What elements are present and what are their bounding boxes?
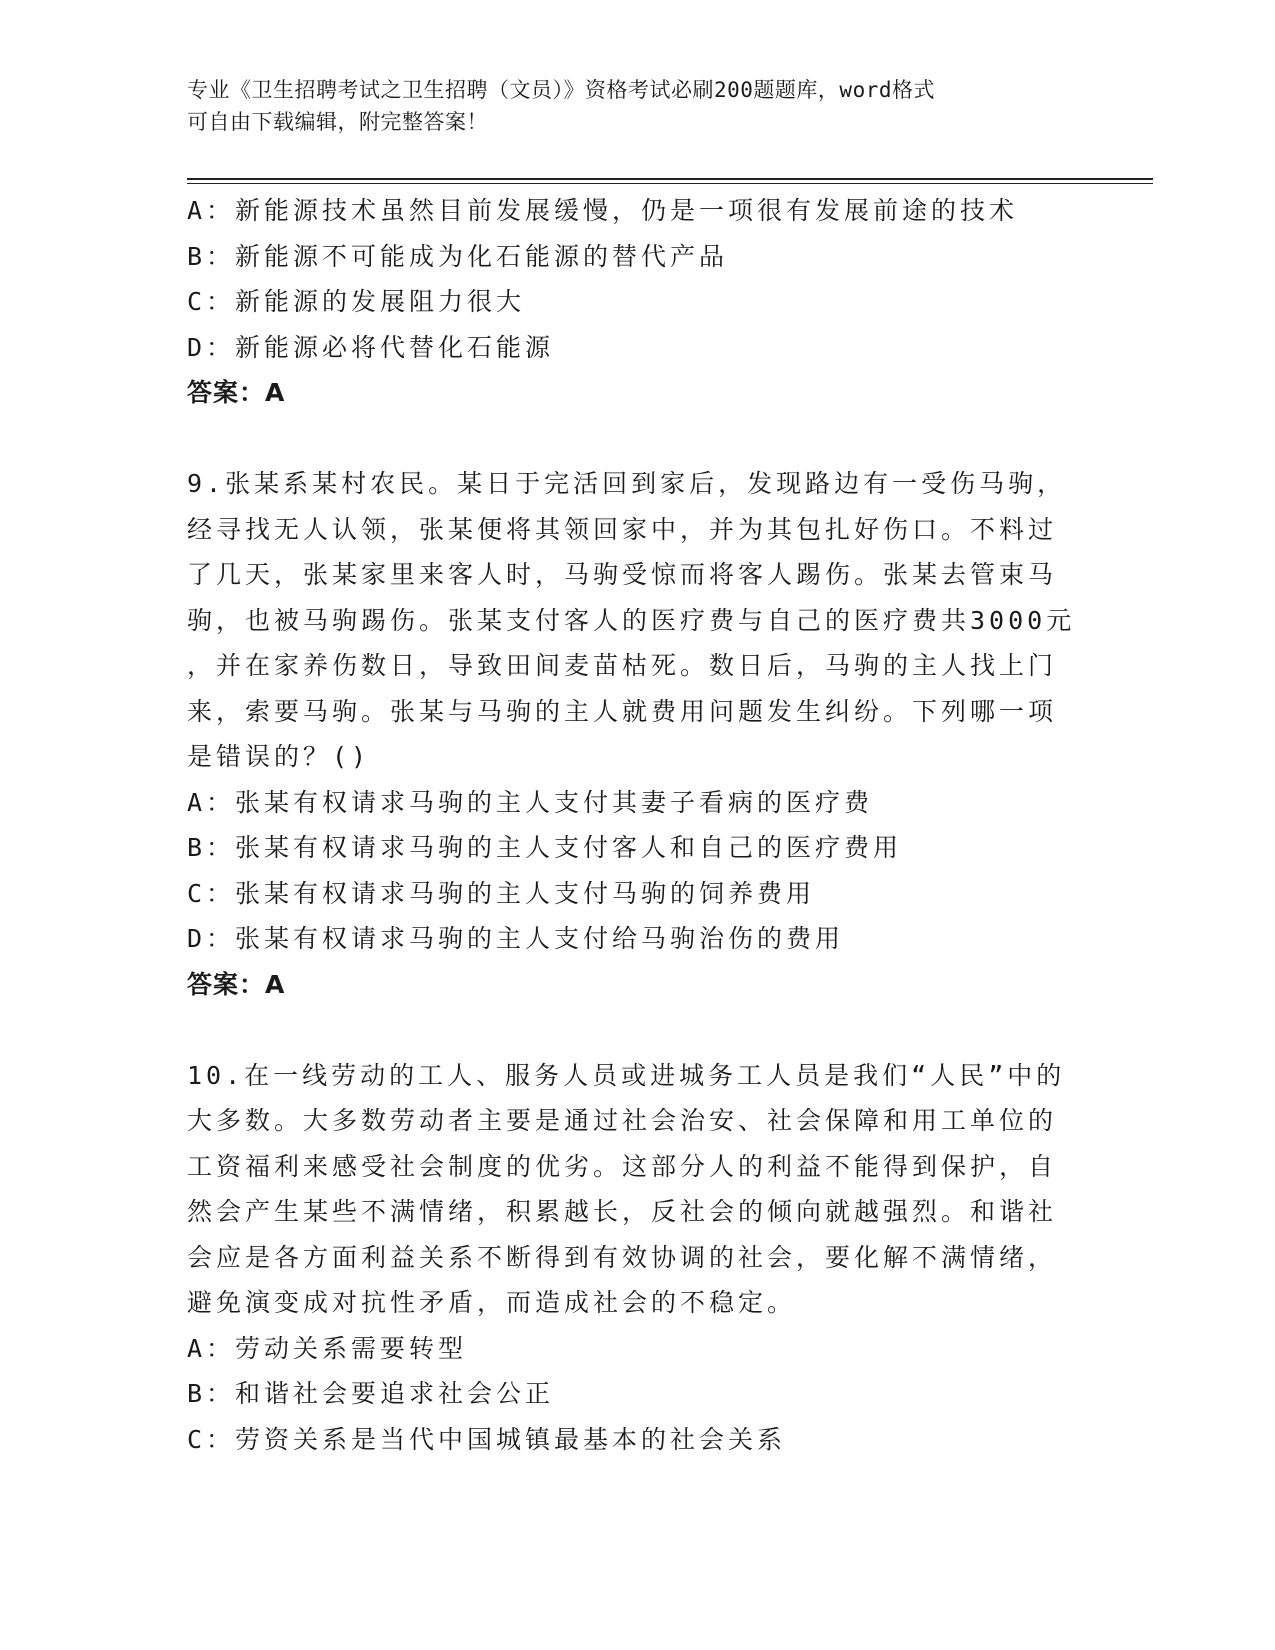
answer: 答案：A xyxy=(187,378,286,407)
option-c: C：新能源的发展阻力很大 xyxy=(187,287,526,316)
question-10 xyxy=(187,1053,1087,1463)
page-header xyxy=(187,74,1067,138)
question-stem-line: 来，索要马驹。张某与马驹的主人就费用问题发生纠纷。下列哪一项 xyxy=(187,696,1058,726)
question-stem-line: 工资福利来感受社会制度的优劣。这部分人的利益不能得到保护，自 xyxy=(187,1151,1058,1181)
option-d: D：张某有权请求马驹的主人支付给马驹治伤的费用 xyxy=(187,924,845,953)
question-stem-line: 是错误的？() xyxy=(187,742,371,771)
document-body xyxy=(187,188,1087,1462)
answer: 答案：A xyxy=(187,969,286,999)
option-b: B：新能源不可能成为化石能源的替代产品 xyxy=(187,241,729,271)
question-stem-line: 9.张某系某村农民。某日于完活回到家后，发现路边有一受伤马驹， xyxy=(187,469,1067,498)
option-c: C：劳资关系是当代中国城镇最基本的社会关系 xyxy=(187,1424,787,1454)
previous-question xyxy=(187,188,1087,416)
option-a: A：张某有权请求马驹的主人支付其妻子看病的医疗费 xyxy=(187,787,874,817)
question-stem-line: 驹，也被马驹踢伤。张某支付客人的医疗费与自己的医疗费共3000元 xyxy=(187,605,1076,635)
option-b: B：和谐社会要追求社会公正 xyxy=(187,1379,555,1408)
question-9 xyxy=(187,461,1087,1007)
question-stem-line: 避免演变成对抗性矛盾，而造成社会的不稳定。 xyxy=(187,1288,797,1317)
header-line: 可自由下载编辑，附完整答案！ xyxy=(187,110,488,134)
option-a: A：劳动关系需要转型 xyxy=(187,1333,468,1363)
question-stem-line: 了几天，张某家里来客人时，马驹受惊而将客人踢伤。张某去管束马 xyxy=(187,560,1058,589)
question-stem-line: 经寻找无人认领，张某便将其领回家中，并为其包扎好伤口。不料过 xyxy=(187,514,1058,544)
header-divider xyxy=(187,178,1153,184)
question-stem-line: ，并在家养伤数日，导致田间麦苗枯死。数日后，马驹的主人找上门 xyxy=(187,651,1058,680)
option-c: C：张某有权请求马驹的主人支付马驹的饲养费用 xyxy=(187,878,816,908)
question-stem-line: 大多数。大多数劳动者主要是通过社会治安、社会保障和用工单位的 xyxy=(187,1106,1058,1135)
question-stem-line: 会应是各方面利益关系不断得到有效协调的社会，要化解不满情绪， xyxy=(187,1242,1058,1272)
header-line: 专业《卫生招聘考试之卫生招聘（文员）》资格考试必刷200题题库，word格式 xyxy=(187,78,935,102)
option-a: A：新能源技术虽然目前发展缓慢，仍是一项很有发展前途的技术 xyxy=(187,196,1019,225)
option-b: B：张某有权请求马驹的主人支付客人和自己的医疗费用 xyxy=(187,833,903,862)
question-stem-line: 10.在一线劳动的工人、服务人员或进城务工人员是我们“人民”中的 xyxy=(187,1060,1066,1090)
option-d: D：新能源必将代替化石能源 xyxy=(187,332,555,362)
question-stem-line: 然会产生某些不满情绪，积累越长，反社会的倾向就越强烈。和谐社 xyxy=(187,1197,1058,1226)
